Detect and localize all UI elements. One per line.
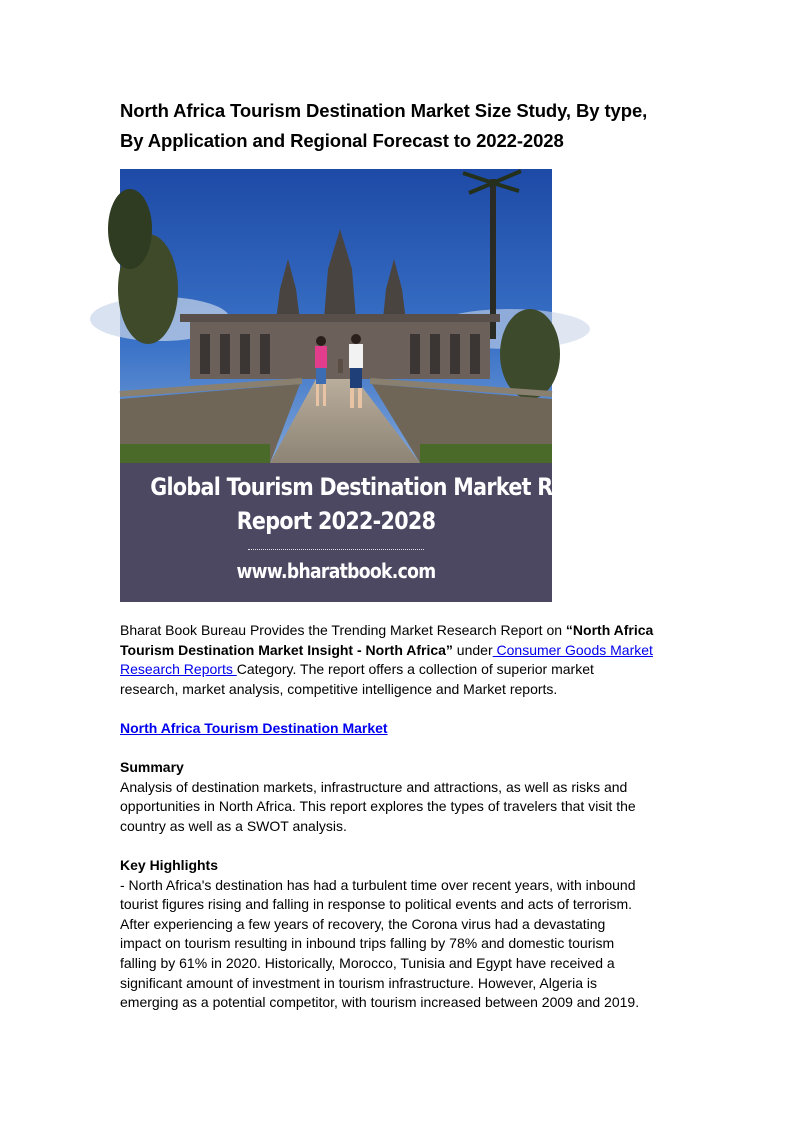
report-name-part-2: Tourism Destination Market Insight - North Africa” — [120, 641, 453, 658]
highlights-line: tourist figures rising and falling in response to political events and acts of terrorism. — [120, 896, 633, 913]
summary-line: Analysis of destination markets, infrastructure and attractions, as well as risks and — [120, 778, 628, 795]
intro-category-text: Category. The report offers a collection of superior market — [236, 661, 594, 678]
title-line-2: By Application and Regional Forecast to 2022-2028 — [120, 130, 564, 151]
summary-line: country as well as a SWOT analysis. — [120, 817, 347, 834]
highlights-line: falling by 61% in 2020. Historically, Morocco, Tunisia and Egypt have received a — [120, 954, 615, 971]
highlights-line: After experiencing a few years of recovery, the Corona virus had a devastating — [120, 915, 606, 932]
key-highlights-section — [120, 856, 680, 1013]
hero-caption-line-2: Report 2022-2028 — [236, 507, 436, 535]
highlights-line: - North Africa's destination has had a turbulent time over recent years, with inbound — [120, 876, 636, 893]
title-line-1: North Africa Tourism Destination Market Size Study, By type, — [120, 100, 648, 121]
category-link[interactable]: Consumer Goods Market — [492, 641, 653, 658]
market-report-link[interactable]: North Africa Tourism Destination Market — [120, 720, 388, 736]
highlights-line: impact on tourism resulting in inbound trips falling by 78% and domestic tourism — [120, 935, 615, 952]
hero-caption-line-1: Global Tourism Destination Market Research — [150, 473, 640, 501]
category-link-continued[interactable]: Research Reports — [120, 661, 237, 678]
temple-photo — [120, 169, 552, 463]
hero-caption-divider — [248, 549, 424, 550]
intro-under-text: under — [452, 641, 493, 658]
key-highlights-heading: Key Highlights — [120, 857, 219, 873]
highlights-line: significant amount of investment in tourism infrastructure. However, Algeria is — [120, 974, 597, 991]
hero-caption-banner — [120, 463, 640, 602]
report-name-part-1: “North Africa — [565, 622, 654, 638]
intro-text: Bharat Book Bureau Provides the Trending Market Research Report on — [120, 622, 566, 638]
hero-caption-url: www.bharatbook.com — [236, 559, 436, 583]
intro-line-2 — [120, 641, 680, 661]
intro-line-3 — [120, 660, 680, 680]
summary-line: opportunities in North Africa. This report explores the types of travelers that visit the — [120, 798, 636, 815]
highlights-line: emerging as a potential competitor, with tourism increased between 2009 and 2019. — [120, 994, 640, 1011]
intro-line-1 — [120, 621, 680, 641]
intro-paragraph — [120, 621, 680, 699]
page-title — [120, 96, 720, 156]
summary-heading: Summary — [120, 759, 184, 775]
intro-line-4: research, market analysis, competitive intelligence and Market reports. — [120, 680, 558, 697]
summary-section — [120, 758, 680, 836]
hero-image — [120, 169, 640, 602]
